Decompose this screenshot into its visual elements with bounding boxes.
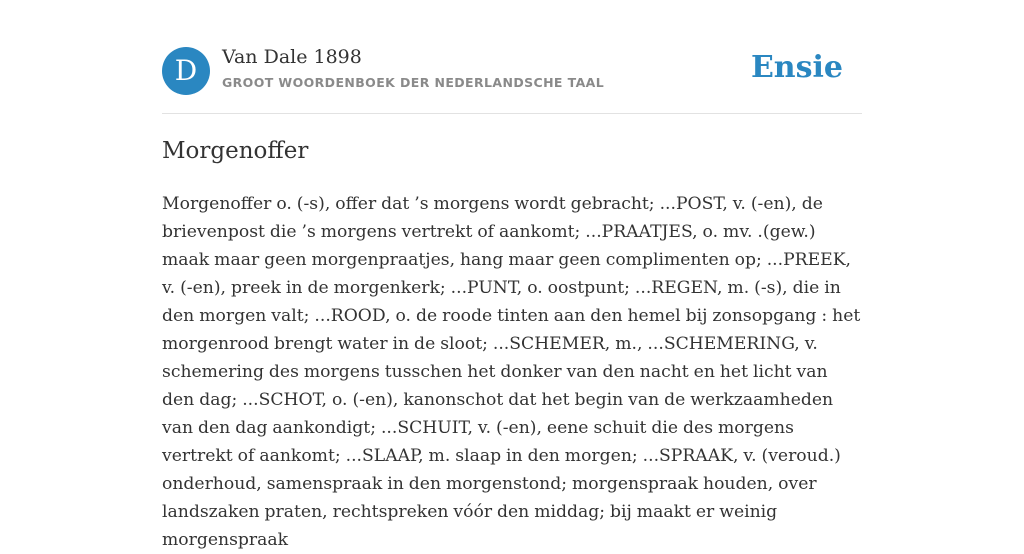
source-subtitle: GROOT WOORDENBOEK DER NEDERLANDSCHE TAAL — [222, 75, 605, 90]
source-logo[interactable]: D — [162, 47, 210, 95]
entry-title: Morgenoffer — [162, 138, 309, 164]
entry-body: Morgenoffer o. (-s), offer dat ’s morgens wordt gebracht; ...POST, v. (-en), de brievenpost die ’s morgens vertrekt of aankomt; ...PRAATJES, o. mv. .(gew.) maak maar geen morgenpraatjes, hang maar geen complimenten op; ...PREEK, v. (-en), preek in de morgenkerk; ...PUNT, o. oostpunt; ...REGEN, m. (-s), die in den morgen valt; ...ROOD, o. de roode tinten aan den hemel bij zonsopgang : het morgenrood brengt water in de sloot; ...SCHEMER, m., ...SCHEMERING, v. schemering des morgens tusschen het donker van den nacht en het licht van den dag; ...SCHOT, o. (-en), kanonschot dat het begin van de werkzaamheden van den dag aankondigt; ...SCHUIT, v. (-en), eene schuit die des morgens vertrekt of aankomt; ...SLAAP, m. slaap in den morgen; ...SPRAAK, v. (veroud.) onderhoud, samenspraak in den morgenstond; morgenspraak houden, over landszaken praten, rechtspreken vóór den middag; bij maakt er weinig morgenspraak — [162, 194, 861, 550]
ensie-logo[interactable]: Ensie — [750, 50, 843, 85]
source-title[interactable]: Van Dale 1898 — [222, 46, 362, 68]
site-header — [162, 0, 862, 114]
page-container — [162, 0, 862, 550]
